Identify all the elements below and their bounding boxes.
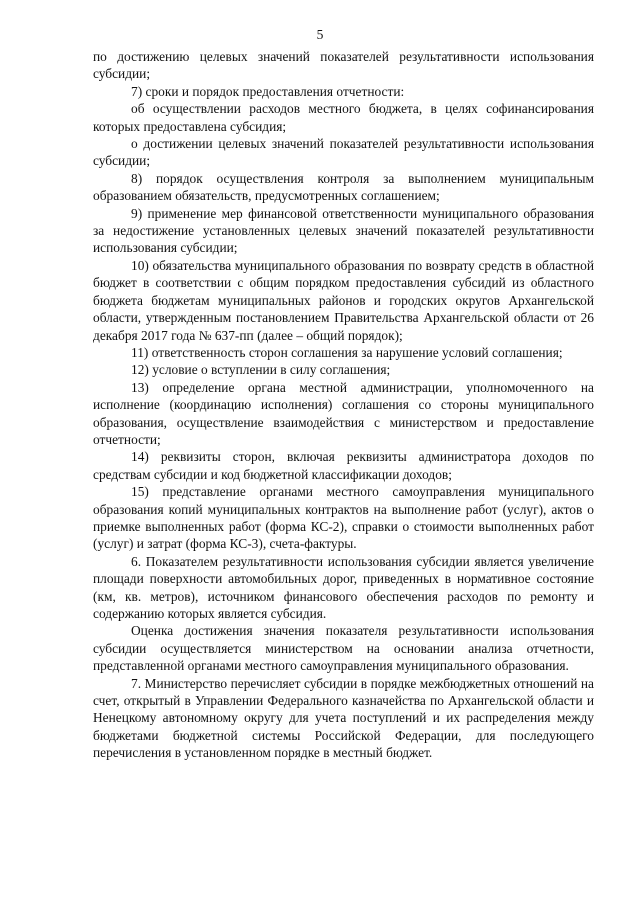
list-item: 11) ответственность сторон соглашения за нарушение условий соглашения; (131, 344, 563, 360)
list-item: 9) применение мер финансовой ответственности муниципального образования за недостижение установленных целевых значений показателей результативности использования субсидии; (93, 205, 594, 256)
numbered-clause: 6. Показателем результативности использования субсидии является увеличение площади поверхности автомобильных дорог, приведенных в нормативное состояние (км, кв. метров), источником финансового обеспечения расходов по ремонту и содержанию которых является субсидия. (93, 553, 594, 621)
sub-item: об осуществлении расходов местного бюджета, в целях софинансирования которых предоставлена субсидия; (93, 101, 594, 134)
list-item: 7) сроки и порядок предоставления отчетности: (131, 83, 405, 99)
list-item: 13) определение органа местной администрации, уполномоченного на исполнение (координацию исполнения) соглашения со стороны муниципального образования, осуществление взаимодействия с министерством и предоставление отчетности; (93, 379, 594, 447)
document-body (93, 48, 594, 762)
list-item: 15) представление органами местного самоуправления муниципального образования копий муниципальных контрактов на выполнение работ (услуг), актов о приемке выполненных работ (форма КС-2), справки о стоимости выполненных работ (услуг) и затрат (форма КС-3), счета-фактуры. (93, 484, 594, 552)
paragraph: по достижению целевых значений показателей результативности использования субсидии; (93, 49, 594, 82)
list-item: 10) обязательства муниципального образования по возврату средств в областной бюджет в соответствии с общим порядком предоставления субсидий из областного бюджета бюджетам муниципальных районов и городских округов Архангельской области, утвержденным постановлением Правительства Архангельской области от 26 декабря 2017 года № 637-пп (далее – общий порядок); (93, 257, 594, 343)
list-item: 8) порядок осуществления контроля за выполнением муниципальным образованием обязательств, предусмотренных соглашением; (93, 170, 594, 204)
list-item: 12) условие о вступлении в силу соглашения; (131, 362, 391, 378)
paragraph: Оценка достижения значения показателя результативности использования субсидии осуществляется министерством на основании анализа отчетности, представленной органами местного самоуправления муниципального образования. (93, 623, 594, 674)
sub-item: о достижении целевых значений показателей результативности использования субсидии; (93, 136, 594, 169)
list-item: 14) реквизиты сторон, включая реквизиты администратора доходов по средствам субсидии и код бюджетной классификации доходов; (93, 449, 594, 482)
page-number: 5 (316, 27, 324, 42)
numbered-clause: 7. Министерство перечисляет субсидии в порядке межбюджетных отношений на счет, открытый в Управлении Федерального казначейства по Архангельской области и Ненецкому автономному округу для учета поступлений и их распределения между бюджетами бюджетной системы Российской Федерации, для последующего перечисления в установленном порядке в местный бюджет. (93, 675, 594, 761)
